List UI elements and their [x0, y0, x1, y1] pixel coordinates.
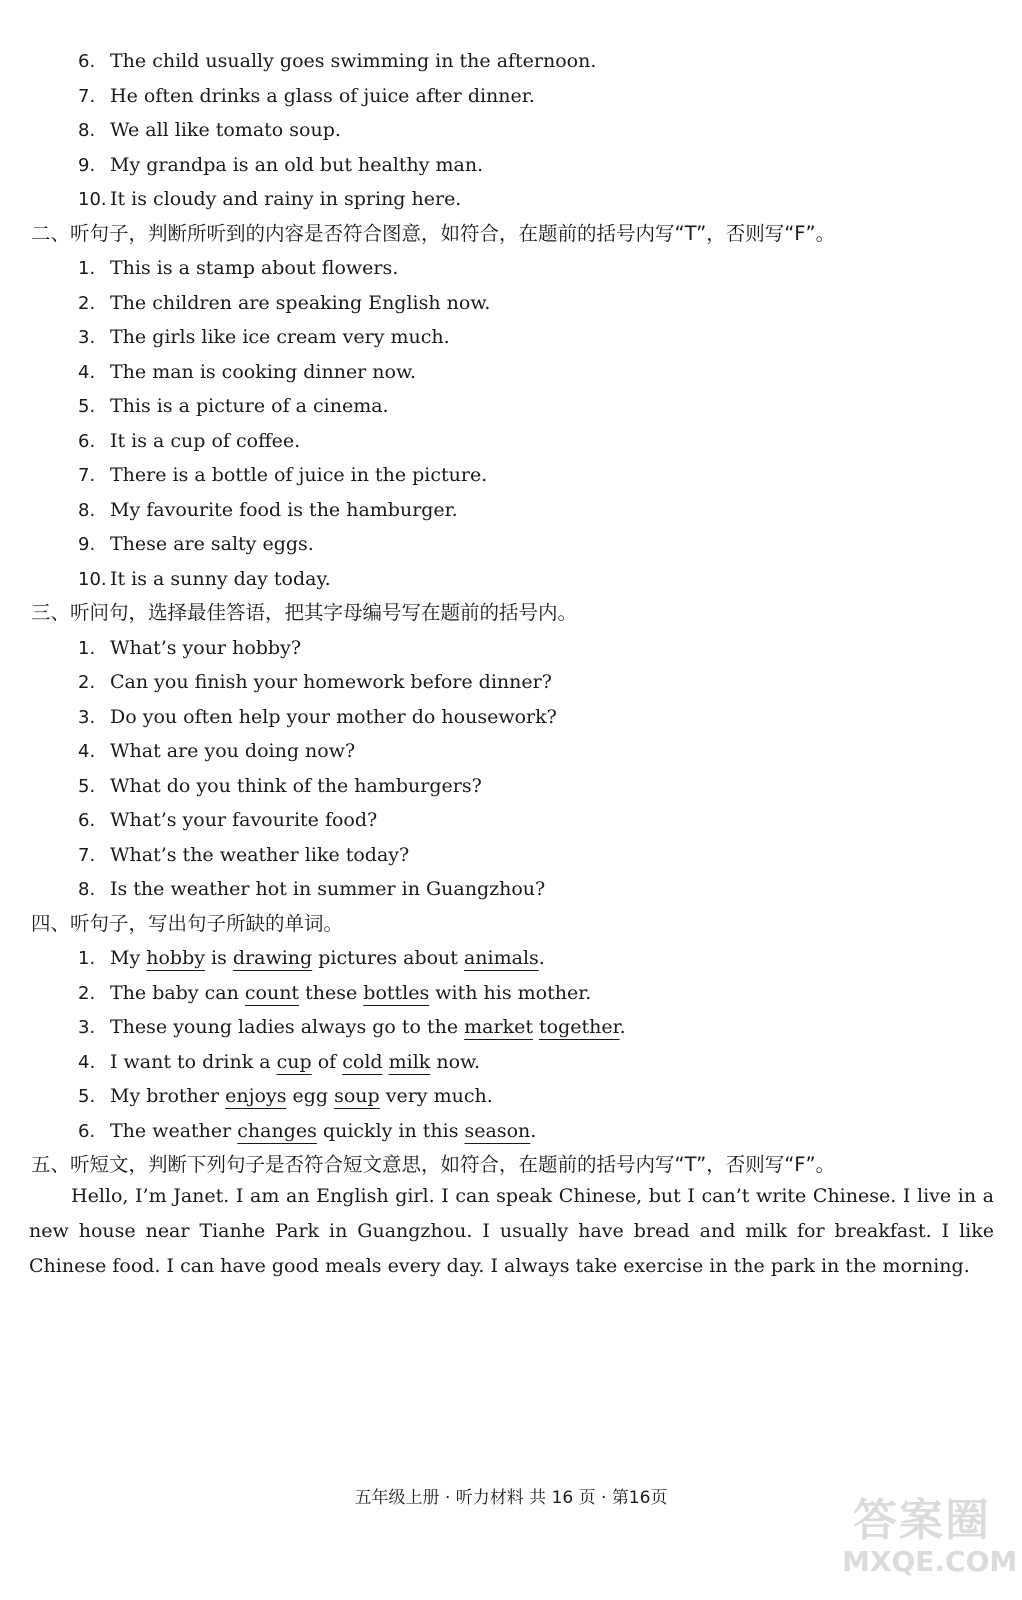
- answer-word: hobby: [146, 947, 205, 969]
- item-number: 10.: [78, 189, 107, 210]
- section5-heading: 五、听短文，判断下列句子是否符合短文意思，如符合，在题前的括号内写“T”，否则写“F”。: [31, 1153, 836, 1176]
- section2-item: [0, 424, 1022, 459]
- sentence-text: These are salty eggs.: [110, 533, 314, 555]
- answer-word: soup: [334, 1085, 380, 1107]
- sentence-text: This is a picture of a cinema.: [110, 395, 389, 417]
- sentence-text: There is a bottle of juice in the picture.: [110, 464, 488, 486]
- sentence-text: is: [204, 947, 233, 969]
- section4-item: [0, 1079, 1022, 1114]
- section2-item: [0, 527, 1022, 562]
- item-number: 5.: [78, 1086, 96, 1107]
- section1-item: [0, 182, 1022, 217]
- sentence-text: I want to drink a: [110, 1050, 277, 1073]
- item-number: 7.: [78, 85, 96, 107]
- answer-word: milk: [388, 1050, 431, 1073]
- section1-item: [0, 148, 1022, 183]
- section4-item: [0, 1045, 1022, 1080]
- item-number: 9.: [78, 154, 96, 176]
- item-number: 4.: [78, 361, 96, 383]
- answer-word: drawing: [232, 947, 313, 969]
- section3-item: [0, 734, 1022, 769]
- sentence-text: now.: [430, 1050, 481, 1073]
- sentence-text: The children are speaking English now.: [110, 291, 491, 314]
- sentence-text: very much.: [379, 1085, 493, 1107]
- answer-word: cold: [342, 1050, 383, 1073]
- sentence-text: The baby can: [110, 981, 245, 1004]
- sentence-text: It is a cup of coffee.: [110, 429, 301, 452]
- sentence-text: Is the weather hot in summer in Guangzhou?: [110, 878, 546, 900]
- sentence-text: .: [619, 1016, 626, 1038]
- watermark-url: MXQE.COM: [842, 1545, 1018, 1578]
- page-footer: 五年级上册 · 听力材料 共 16 页 · 第16页: [354, 1488, 668, 1508]
- item-number: 6.: [78, 1120, 96, 1142]
- sentence-text: of: [311, 1050, 343, 1073]
- sentence-text: The weather: [110, 1119, 238, 1142]
- sentence-text: these: [299, 981, 364, 1004]
- answer-word: market: [464, 1016, 533, 1038]
- sentence-text: This is a stamp about flowers.: [110, 257, 399, 279]
- exercise-content: [0, 44, 1022, 1183]
- section2-item: [0, 251, 1022, 286]
- item-number: 1.: [78, 948, 96, 969]
- sentence-text: egg: [286, 1085, 335, 1107]
- section2-heading: 二、听句子，判断所听到的内容是否符合图意，如符合，在题前的括号内写“T”，否则写“F”。: [31, 221, 836, 245]
- section2-item: [0, 493, 1022, 528]
- section1-item: [0, 113, 1022, 148]
- sentence-text: My: [110, 947, 147, 969]
- section3-item: [0, 631, 1022, 666]
- sentence-text: Do you often help your mother do housework?: [110, 705, 557, 728]
- section4-heading: 四、听句子，写出句子所缺的单词。: [31, 911, 344, 935]
- sentence-text: What’s the weather like today?: [110, 843, 410, 866]
- section3-item: [0, 872, 1022, 907]
- section2-item: [0, 458, 1022, 493]
- section2-item: [0, 562, 1022, 597]
- item-number: 7.: [78, 844, 96, 866]
- sentence-text: Can you finish your homework before dinner?: [110, 671, 552, 693]
- item-number: 8.: [78, 499, 96, 521]
- section3-item: [0, 838, 1022, 873]
- item-number: 4.: [78, 1051, 96, 1073]
- section3-item: [0, 665, 1022, 700]
- sentence-text: It is cloudy and rainy in spring here.: [110, 188, 462, 210]
- item-number: 6.: [78, 51, 96, 72]
- sentence-text: The girls like ice cream very much.: [110, 326, 450, 348]
- sentence-text: The man is cooking dinner now.: [110, 360, 417, 383]
- sentence-text: He often drinks a glass of juice after dinner.: [110, 84, 535, 107]
- item-number: 5.: [78, 775, 96, 797]
- answer-word: bottles: [363, 981, 430, 1004]
- item-number: 3.: [78, 327, 96, 348]
- sentence-text: .: [530, 1119, 537, 1142]
- sentence-text: It is a sunny day today.: [110, 567, 331, 590]
- section3-item: [0, 769, 1022, 804]
- sentence-text: .: [538, 947, 545, 969]
- item-number: 4.: [78, 741, 96, 762]
- item-number: 3.: [78, 1017, 96, 1038]
- answer-word: season: [464, 1119, 531, 1142]
- section2-item: [0, 389, 1022, 424]
- sentence-text: What do you think of the hamburgers?: [110, 774, 482, 797]
- item-number: 8.: [78, 120, 96, 141]
- sentence-text: These young ladies always go to the: [110, 1016, 465, 1038]
- item-number: 9.: [78, 534, 96, 555]
- section1-item: [0, 44, 1022, 79]
- listening-passage: Hello, I’m Janet. I am an English girl. I can speak Chinese, but I can’t write Chinese. I live in a new house near Tianhe Park in Guangzhou. I usually have bread and milk for breakfast. I like Chinese food. I can have good meals every day. I always take exercise in the park in the morning.: [29, 1185, 994, 1277]
- item-number: 1.: [78, 258, 96, 279]
- sentence-text: We all like tomato soup.: [110, 119, 341, 141]
- item-number: 3.: [78, 706, 96, 728]
- answer-word: enjoys: [225, 1085, 287, 1107]
- sentence-text: What are you doing now?: [110, 740, 356, 762]
- sentence-text: with his mother.: [429, 981, 592, 1004]
- watermark-logo: [842, 1495, 1018, 1586]
- item-number: 2.: [78, 672, 96, 693]
- sentence-text: The child usually goes swimming in the afternoon.: [110, 50, 597, 72]
- section3-item: [0, 700, 1022, 735]
- section2-item: [0, 286, 1022, 321]
- item-number: 7.: [78, 465, 96, 486]
- section3-heading: 三、听问句，选择最佳答语，把其字母编号写在题前的括号内。: [31, 601, 578, 624]
- sentence-text: My favourite food is the hamburger.: [110, 498, 458, 521]
- section1-item: [0, 79, 1022, 114]
- section4-item: [0, 1010, 1022, 1045]
- item-number: 2.: [78, 292, 96, 314]
- sentence-text: My grandpa is an old but healthy man.: [110, 153, 484, 176]
- sentence-text: What’s your hobby?: [110, 636, 302, 659]
- section4-item: [0, 941, 1022, 976]
- answer-word: count: [244, 981, 300, 1004]
- section3-item: [0, 803, 1022, 838]
- sentence-text: quickly in this: [316, 1119, 465, 1142]
- answer-word: animals: [463, 947, 539, 969]
- section2-item: [0, 355, 1022, 390]
- watermark-chars: 答案圈: [853, 1495, 991, 1546]
- item-number: 10.: [78, 568, 107, 590]
- item-number: 8.: [78, 879, 96, 900]
- sentence-text: pictures about: [312, 947, 464, 969]
- item-number: 1.: [78, 637, 96, 659]
- item-number: 6.: [78, 810, 96, 831]
- section4-item: [0, 976, 1022, 1011]
- answer-word: cup: [276, 1050, 312, 1073]
- item-number: 5.: [78, 396, 96, 417]
- answer-word: changes: [237, 1119, 317, 1142]
- item-number: 2.: [78, 982, 96, 1004]
- section4-item: [0, 1114, 1022, 1149]
- sentence-text: My brother: [110, 1085, 226, 1107]
- answer-word: together: [539, 1016, 620, 1038]
- sentence-text: What’s your favourite food?: [110, 809, 378, 831]
- section2-item: [0, 320, 1022, 355]
- item-number: 6.: [78, 430, 96, 452]
